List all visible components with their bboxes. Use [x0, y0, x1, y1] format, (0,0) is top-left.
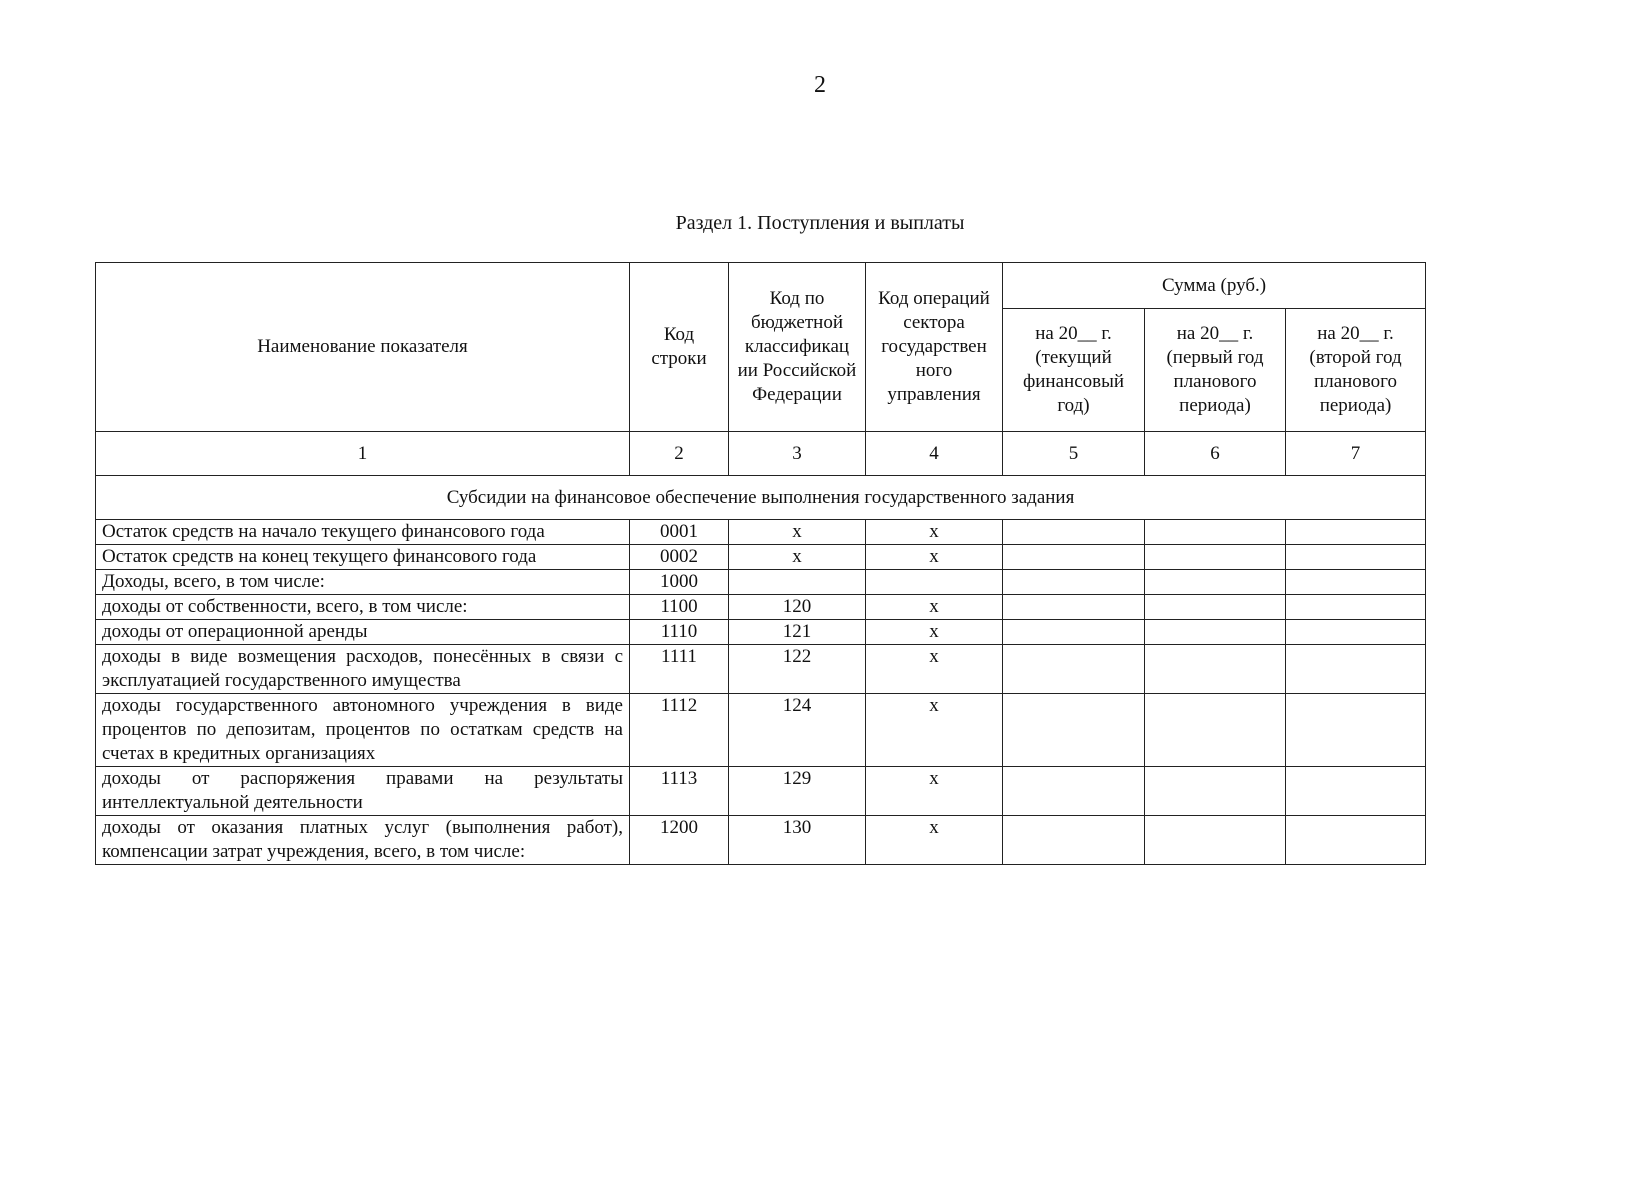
sum-current-year-cell	[1003, 645, 1145, 694]
receipts-payments-table	[95, 262, 1426, 865]
page-number: 2	[814, 72, 826, 98]
indicator-name-cell: доходы от распоряжения правами на результаты интеллектуальной деятельности	[96, 767, 630, 816]
column-number: 1	[96, 432, 630, 476]
sum-first-plan-year-cell	[1145, 645, 1286, 694]
indicator-name-cell: доходы государственного автономного учреждения в виде процентов по депозитам, процентов по остаткам средств на счетах в кредитных организациях	[96, 694, 630, 767]
sector-code-cell: х	[866, 816, 1003, 865]
sector-code-cell: х	[866, 767, 1003, 816]
sum-second-plan-year-cell	[1286, 520, 1426, 545]
row-code-cell: 1113	[630, 767, 729, 816]
sum-current-year-cell	[1003, 816, 1145, 865]
sum-first-plan-year-cell	[1145, 545, 1286, 570]
indicator-name-cell: Остаток средств на начало текущего финансового года	[96, 520, 630, 545]
row-code-cell: 0001	[630, 520, 729, 545]
section-heading: Субсидии на финансовое обеспечение выполнения государственного задания	[96, 476, 1426, 520]
sum-current-year-cell	[1003, 545, 1145, 570]
column-number: 3	[729, 432, 866, 476]
sum-second-plan-year-cell	[1286, 816, 1426, 865]
table-row	[96, 520, 1426, 545]
sector-code-cell: х	[866, 545, 1003, 570]
budget-code-cell	[729, 570, 866, 595]
indicator-name-cell: Остаток средств на конец текущего финансового года	[96, 545, 630, 570]
header-sum: Сумма (руб.)	[1003, 263, 1426, 309]
header-sum-first-plan-year: на 20__ г. (первый год планового периода)	[1145, 309, 1286, 432]
sum-second-plan-year-cell	[1286, 694, 1426, 767]
header-budget-classification-code: Код по бюджетной классификац ии Российской Федерации	[729, 263, 866, 432]
row-code-cell: 1100	[630, 595, 729, 620]
sum-first-plan-year-cell	[1145, 694, 1286, 767]
table-row	[96, 767, 1426, 816]
sum-second-plan-year-cell	[1286, 645, 1426, 694]
column-number: 6	[1145, 432, 1286, 476]
column-number: 2	[630, 432, 729, 476]
table-row	[96, 545, 1426, 570]
budget-code-cell: 124	[729, 694, 866, 767]
sum-first-plan-year-cell	[1145, 816, 1286, 865]
sector-code-cell	[866, 570, 1003, 595]
budget-code-cell: х	[729, 545, 866, 570]
header-sector-operations-code: Код операций сектора государствен ного управления	[866, 263, 1003, 432]
sum-first-plan-year-cell	[1145, 767, 1286, 816]
indicator-name-cell: доходы от операционной аренды	[96, 620, 630, 645]
sum-second-plan-year-cell	[1286, 545, 1426, 570]
header-indicator-name: Наименование показателя	[96, 263, 630, 432]
table-header	[96, 263, 1426, 432]
row-code-cell: 1000	[630, 570, 729, 595]
budget-code-cell: 120	[729, 595, 866, 620]
row-code-cell: 0002	[630, 545, 729, 570]
indicator-name-cell: доходы от оказания платных услуг (выполнения работ), компенсации затрат учреждения, всего, в том числе:	[96, 816, 630, 865]
sector-code-cell: х	[866, 694, 1003, 767]
header-sum-second-plan-year: на 20__ г. (второй год планового периода)	[1286, 309, 1426, 432]
budget-code-cell: 130	[729, 816, 866, 865]
sum-first-plan-year-cell	[1145, 570, 1286, 595]
table-row	[96, 620, 1426, 645]
sum-current-year-cell	[1003, 595, 1145, 620]
sum-second-plan-year-cell	[1286, 767, 1426, 816]
header-sum-current-year: на 20__ г. (текущий финансовый год)	[1003, 309, 1145, 432]
header-row-code: Код строки	[630, 263, 729, 432]
table-row	[96, 645, 1426, 694]
budget-code-cell: 121	[729, 620, 866, 645]
sum-current-year-cell	[1003, 767, 1145, 816]
budget-code-cell: х	[729, 520, 866, 545]
sum-first-plan-year-cell	[1145, 595, 1286, 620]
row-code-cell: 1112	[630, 694, 729, 767]
column-number: 4	[866, 432, 1003, 476]
table-row	[96, 595, 1426, 620]
table-row	[96, 694, 1426, 767]
row-code-cell: 1200	[630, 816, 729, 865]
indicator-name-cell: доходы в виде возмещения расходов, понесённых в связи с эксплуатацией государственного имущества	[96, 645, 630, 694]
budget-code-cell: 122	[729, 645, 866, 694]
sum-current-year-cell	[1003, 570, 1145, 595]
sector-code-cell: х	[866, 645, 1003, 694]
sector-code-cell: х	[866, 520, 1003, 545]
column-number: 7	[1286, 432, 1426, 476]
sum-second-plan-year-cell	[1286, 595, 1426, 620]
sum-first-plan-year-cell	[1145, 620, 1286, 645]
sum-second-plan-year-cell	[1286, 570, 1426, 595]
sector-code-cell: х	[866, 595, 1003, 620]
section-heading-row	[96, 476, 1426, 520]
indicator-name-cell: доходы от собственности, всего, в том числе:	[96, 595, 630, 620]
column-number: 5	[1003, 432, 1145, 476]
sum-current-year-cell	[1003, 694, 1145, 767]
row-code-cell: 1111	[630, 645, 729, 694]
sum-current-year-cell	[1003, 520, 1145, 545]
row-code-cell: 1110	[630, 620, 729, 645]
sector-code-cell: х	[866, 620, 1003, 645]
column-number-row	[96, 432, 1426, 476]
sum-first-plan-year-cell	[1145, 520, 1286, 545]
sum-second-plan-year-cell	[1286, 620, 1426, 645]
indicator-name-cell: Доходы, всего, в том числе:	[96, 570, 630, 595]
budget-code-cell: 129	[729, 767, 866, 816]
table-body	[96, 432, 1426, 865]
sum-current-year-cell	[1003, 620, 1145, 645]
table-row	[96, 816, 1426, 865]
table-row	[96, 570, 1426, 595]
section-title: Раздел 1. Поступления и выплаты	[675, 212, 965, 234]
